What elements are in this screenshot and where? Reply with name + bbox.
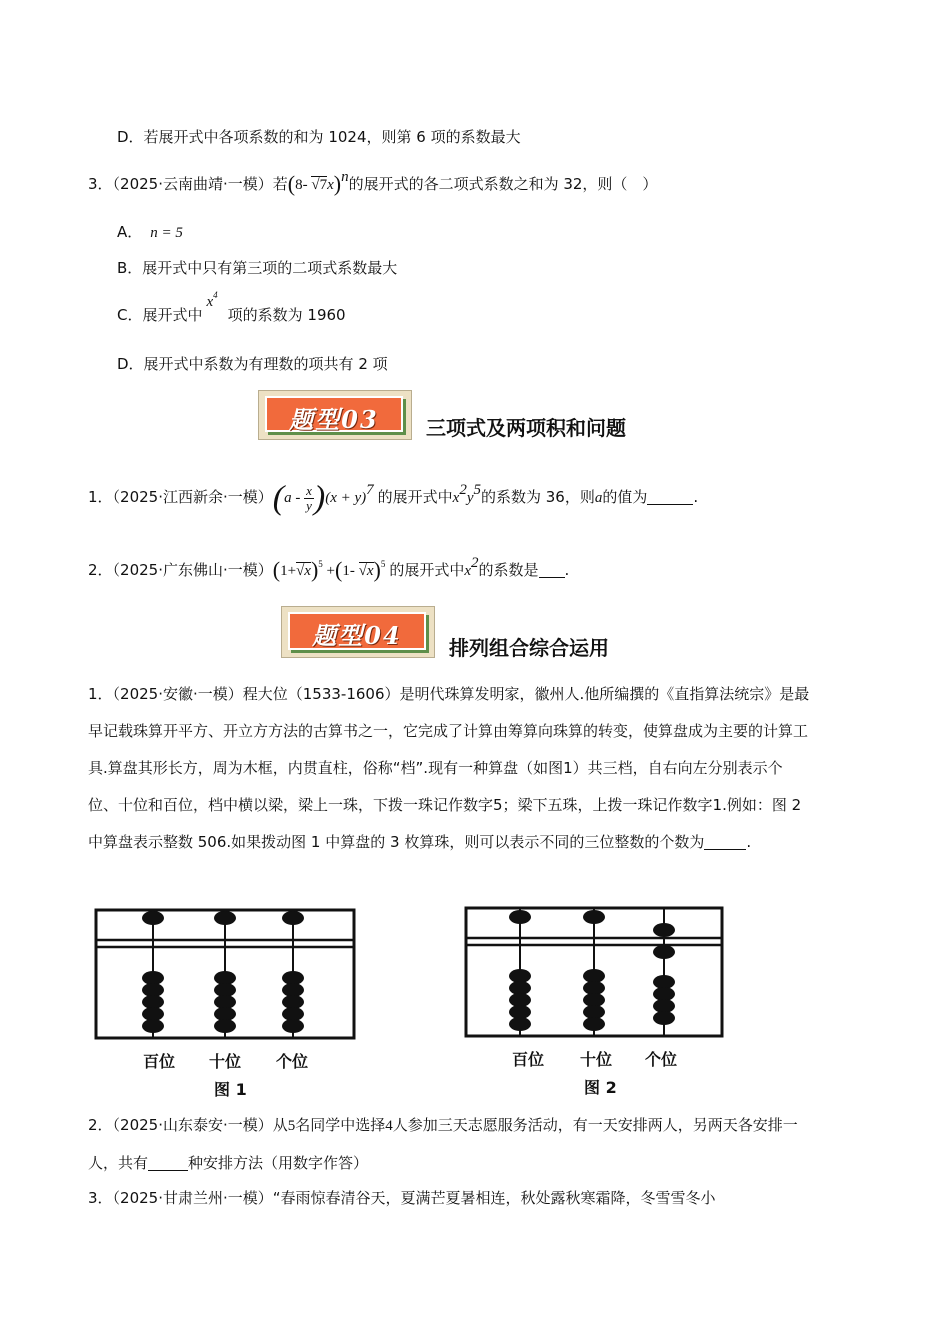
s3-q1-tail2: 的值为	[602, 488, 648, 506]
s3-q2-mid: 的展开式中	[389, 561, 465, 579]
s4-q1	[88, 676, 810, 861]
fig1-caption: 图 1	[214, 1080, 247, 1099]
s4-q3-text: （2025·甘肃兰州·一模）“春雨惊春清谷天，夏满芒夏暑相连，秋处露秋寒霜降，冬雪雪冬小	[112, 1189, 716, 1207]
q3-option-c-exp: 4	[213, 290, 218, 300]
s4-q1-number: 1．	[88, 685, 113, 703]
q2-option-d: D．若展开式中各项系数的和为 1024，则第 6 项的系数最大	[117, 128, 521, 146]
section-04-title: 排列组合综合运用	[449, 636, 609, 660]
s3-q1-x: x	[452, 490, 460, 506]
s3-q1-expression: (a - $\frac{x}{y}$ )$(x + y)^7$	[272, 479, 374, 517]
s3-q1-frac-num: x	[306, 483, 312, 499]
s3-q2-end: .	[564, 561, 570, 579]
s4-q2-number: 2．	[88, 1116, 113, 1134]
s3-q2-expression: $(1+√x)^5 +(1-$ √x)$^5$	[272, 557, 386, 582]
fig2-caption: 图 2	[584, 1078, 617, 1097]
q3-expr-rad: 7	[319, 177, 328, 193]
q3-stem	[88, 166, 657, 203]
section-04-badge-text: 题型04	[312, 621, 402, 650]
s3-q1-end: .	[693, 488, 699, 506]
section-03-badge	[258, 390, 412, 440]
q3-expr-minus: -	[302, 177, 308, 193]
s3-q1-minus: -	[295, 490, 301, 506]
q3-expr-var: x	[327, 177, 334, 193]
s4-q2	[88, 1107, 810, 1182]
q3-expr-exp: n	[341, 169, 349, 185]
s4-q2-mid2: 人参加三天志愿服务活动，有一天安排两人，另两天各安排一人，共有	[88, 1116, 798, 1172]
s3-q2-tail: 的系数是	[478, 561, 539, 579]
q3-expression: (8- √7x)$^n$	[287, 169, 349, 196]
section-03-title: 三项式及两项积和问题	[426, 416, 626, 440]
s3-q2-term	[464, 555, 479, 579]
s3-q1-number: 1．	[88, 488, 113, 506]
fig2-label-ones: 个位	[645, 1050, 678, 1069]
q3-number: 3．	[88, 175, 113, 193]
s3-q1	[88, 468, 698, 528]
s3-q2-x-b: x	[366, 563, 374, 579]
s4-q2-n4: 4	[385, 1118, 393, 1134]
q3-option-d: D．展开式中系数为有理数的项共有 2 项	[117, 355, 388, 373]
s3-q1-y: y	[466, 490, 474, 506]
q3-option-a	[117, 222, 183, 243]
s3-q2-x-a: x	[304, 563, 311, 579]
s3-q2-number: 2．	[88, 561, 113, 579]
s4-q2-mid1: 名同学中选择	[295, 1116, 386, 1134]
s3-q1-y-exp: 5	[473, 482, 481, 498]
s3-q2-source: （2025·广东佛山·一模）	[112, 561, 273, 579]
abacus-1-frame	[88, 904, 368, 1044]
s4-q1-text: （2025·安徽·一模）程大位（1533-1606）是明代珠算发明家，徽州人.他所编撰的《直指算法统宗》是最早记载珠算开平方、开立方方法的古算书之一，它完成了计算由筹算向珠算的转变，使算盘成为主要的计算工具.算盘其形长方，周为木框，内贯直柱，俗称“档”.现有一种算盘（如图1）共三档，自右向左分别表示个位、十位和百位，档中横以梁，梁上一珠，下拨一珠记作数字5；梁下五珠，上拨一珠记作数字1.例如：图 2 中算盘表示整数 506.如果拨动图 1 中算盘的 3 枚算珠，则可以表示不同的三位整数的个数为	[88, 685, 810, 851]
s3-q1-mid: 的展开式中	[377, 488, 453, 506]
s3-q2-answer-blank[interactable]	[539, 563, 565, 578]
s4-q2-answer-blank[interactable]	[148, 1156, 188, 1171]
s3-q2-exp5-a: 5	[318, 559, 323, 569]
fig1-label-ones: 个位	[276, 1052, 309, 1071]
s3-q2-radical-b: √x	[358, 563, 374, 579]
s3-q1-tail1: 的系数为 36，则	[481, 488, 595, 506]
s3-q1-exp7: 7	[366, 482, 374, 498]
s3-q1-xy: (x + y)	[325, 490, 367, 506]
fig1-label-tens: 十位	[209, 1052, 242, 1071]
q3-tail: 的展开式的各二项式系数之和为 32，则（ ）	[348, 175, 658, 193]
s3-q2-plus-inner: +	[287, 563, 297, 579]
q3-option-b: B．展开式中只有第三项的二项式系数最大	[117, 259, 398, 277]
s4-q2-source: （2025·山东泰安·一模）从	[112, 1116, 288, 1134]
q3-radical: √7	[311, 177, 328, 193]
s3-q1-x-exp: 2	[459, 482, 467, 498]
s3-q1-answer-blank[interactable]	[647, 490, 693, 505]
s3-q1-term	[452, 482, 481, 506]
s3-q1-frac-den: y	[306, 498, 312, 514]
s4-q2-tail: 种安排方法（用数字作答）	[188, 1154, 369, 1172]
q3-option-c-var: x	[206, 294, 214, 310]
s3-q2-minus: -	[349, 563, 355, 579]
fig2-label-hundreds: 百位	[512, 1050, 545, 1069]
s3-q2	[88, 552, 569, 589]
s4-q3	[88, 1188, 716, 1208]
section-03-badge-text: 题型03	[289, 405, 379, 434]
q3-option-a-label: A．	[117, 223, 143, 241]
s3-q2-plus-outer: +	[326, 563, 336, 579]
s3-q2-x2-exp: 2	[471, 555, 479, 571]
q3-option-c-label: C．展开式中	[117, 306, 203, 324]
s3-q1-a: a	[284, 490, 292, 506]
section-04-badge	[281, 606, 435, 658]
fig2-label-tens: 十位	[580, 1050, 613, 1069]
s3-q1-a2: a	[594, 490, 603, 506]
abacus-figure-2	[458, 902, 738, 1042]
q3-option-c	[117, 290, 346, 326]
s4-q3-number: 3．	[88, 1189, 113, 1207]
q3-source: （2025·云南曲靖·一模）若	[112, 175, 288, 193]
s3-q2-radical-a: √x	[296, 563, 311, 579]
q3-option-c-tail: 项的系数为 1960	[227, 306, 346, 324]
q3-option-c-term	[206, 290, 218, 310]
s3-q1-source: （2025·江西新余·一模）	[112, 488, 273, 506]
s4-q1-end: .	[746, 833, 752, 851]
q3-expr-a: 8	[295, 177, 303, 193]
s3-q2-exp5-b: 5	[380, 559, 386, 569]
s3-q2-x2: x	[464, 563, 472, 579]
q3-option-a-math: n = 5	[150, 225, 183, 241]
s3-q2-one-b: 1	[342, 563, 350, 579]
s3-q1-fraction	[304, 484, 314, 513]
s4-q2-n5: 5	[287, 1118, 296, 1134]
s3-q2-one-a: 1	[280, 563, 288, 579]
fig1-label-hundreds: 百位	[143, 1052, 176, 1071]
s4-q1-answer-blank[interactable]	[704, 835, 746, 850]
